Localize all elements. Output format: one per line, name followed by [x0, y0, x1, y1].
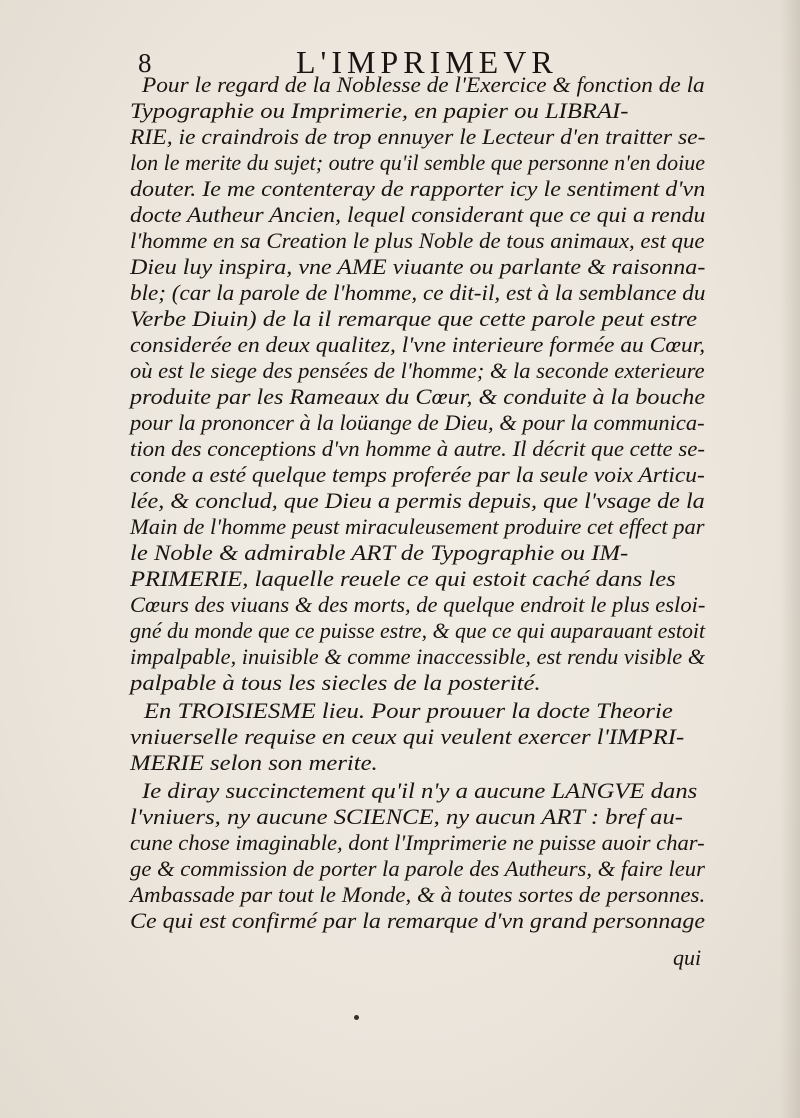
- text-line: considerée en deux qualitez, l'vne interieure formée au Cœur,: [130, 332, 706, 357]
- text-line: RIE, ie craindrois de trop ennuyer le Lecteur d'en traitter se-: [130, 124, 706, 149]
- text-line: tion des conceptions d'vn homme à autre. Il décrit que cette se-: [130, 436, 705, 461]
- ornament-dot: [354, 1015, 359, 1020]
- text-line: le Noble & admirable ART de Typographie ou IM-: [130, 540, 629, 565]
- page-edge-shadow: [780, 0, 800, 1118]
- catchword: qui: [673, 945, 702, 970]
- text-line: où est le siege des pensées de l'homme; & la seconde exterieure: [130, 358, 705, 383]
- text-line: pour la prononcer à la loüange de Dieu, & pour la communica-: [130, 410, 705, 435]
- text-line: vniuerselle requise en ceux qui veulent exercer l'IMPRI-: [130, 724, 685, 749]
- text-line: Main de l'homme peust miraculeusement produire cet effect par: [130, 514, 705, 539]
- text-line: Ie diray succinctement qu'il n'y a aucune LANGVE dans: [142, 778, 698, 803]
- text-line: l'vniuers, ny aucune SCIENCE, ny aucun ART : bref au-: [130, 804, 683, 829]
- text-line: conde a esté quelque temps proferée par la seule voix Articu-: [130, 462, 705, 487]
- text-line: Pour le regard de la Noblesse de l'Exercice & fonction de la: [142, 72, 705, 97]
- text-line: Typographie ou Imprimerie, en papier ou LIBRAI-: [130, 98, 629, 123]
- text-line: cune chose imaginable, dont l'Imprimerie ne puisse auoir char-: [130, 830, 705, 855]
- page-number: 8: [138, 48, 152, 78]
- text-line: produite par les Rameaux du Cœur, & conduite à la bouche: [130, 384, 706, 409]
- text-line: l'homme en sa Creation le plus Noble de tous animaux, est que: [130, 228, 705, 253]
- text-line: douter. Ie me contenteray de rapporter icy le sentiment d'vn: [130, 176, 706, 201]
- text-line: Dieu luy inspira, vne AME viuante ou parlante & raisonna-: [130, 254, 706, 279]
- text-line: palpable à tous les siecles de la posterité.: [130, 670, 541, 695]
- text-line: ble; (car la parole de l'homme, ce dit-il, est à la semblance du: [130, 280, 706, 305]
- running-title: L'IMPRIMEVR: [296, 44, 558, 80]
- text-line: Ce qui est confirmé par la remarque d'vn grand personnage: [130, 908, 705, 933]
- text-line: docte Autheur Ancien, lequel considerant que ce qui a rendu: [130, 202, 706, 227]
- text-line: impalpable, inuisible & comme inaccessible, est rendu visible &: [130, 644, 706, 669]
- text-line: Ambassade par tout le Monde, & à toutes sortes de personnes.: [130, 882, 706, 907]
- text-line: Cœurs des viuans & des morts, de quelque endroit le plus esloi-: [130, 592, 706, 617]
- text-line: En TROISIESME lieu. Pour prouuer la docte Theorie: [144, 698, 673, 723]
- text-line: lée, & conclud, que Dieu a permis depuis, que l'vsage de la: [130, 488, 705, 513]
- text-line: lon le merite du sujet; outre qu'il semble que personne n'en doiue: [130, 150, 705, 175]
- text-line: ge & commission de porter la parole des Autheurs, & faire leur: [130, 856, 705, 881]
- text-line: gné du monde que ce puisse estre, & que ce qui auparauant estoit: [130, 618, 706, 643]
- text-line: MERIE selon son merite.: [130, 750, 378, 775]
- text-line: Verbe Diuin) de la il remarque que cette parole peut estre: [130, 306, 698, 331]
- text-line: PRIMERIE, laquelle reuele ce qui estoit caché dans les: [130, 566, 676, 591]
